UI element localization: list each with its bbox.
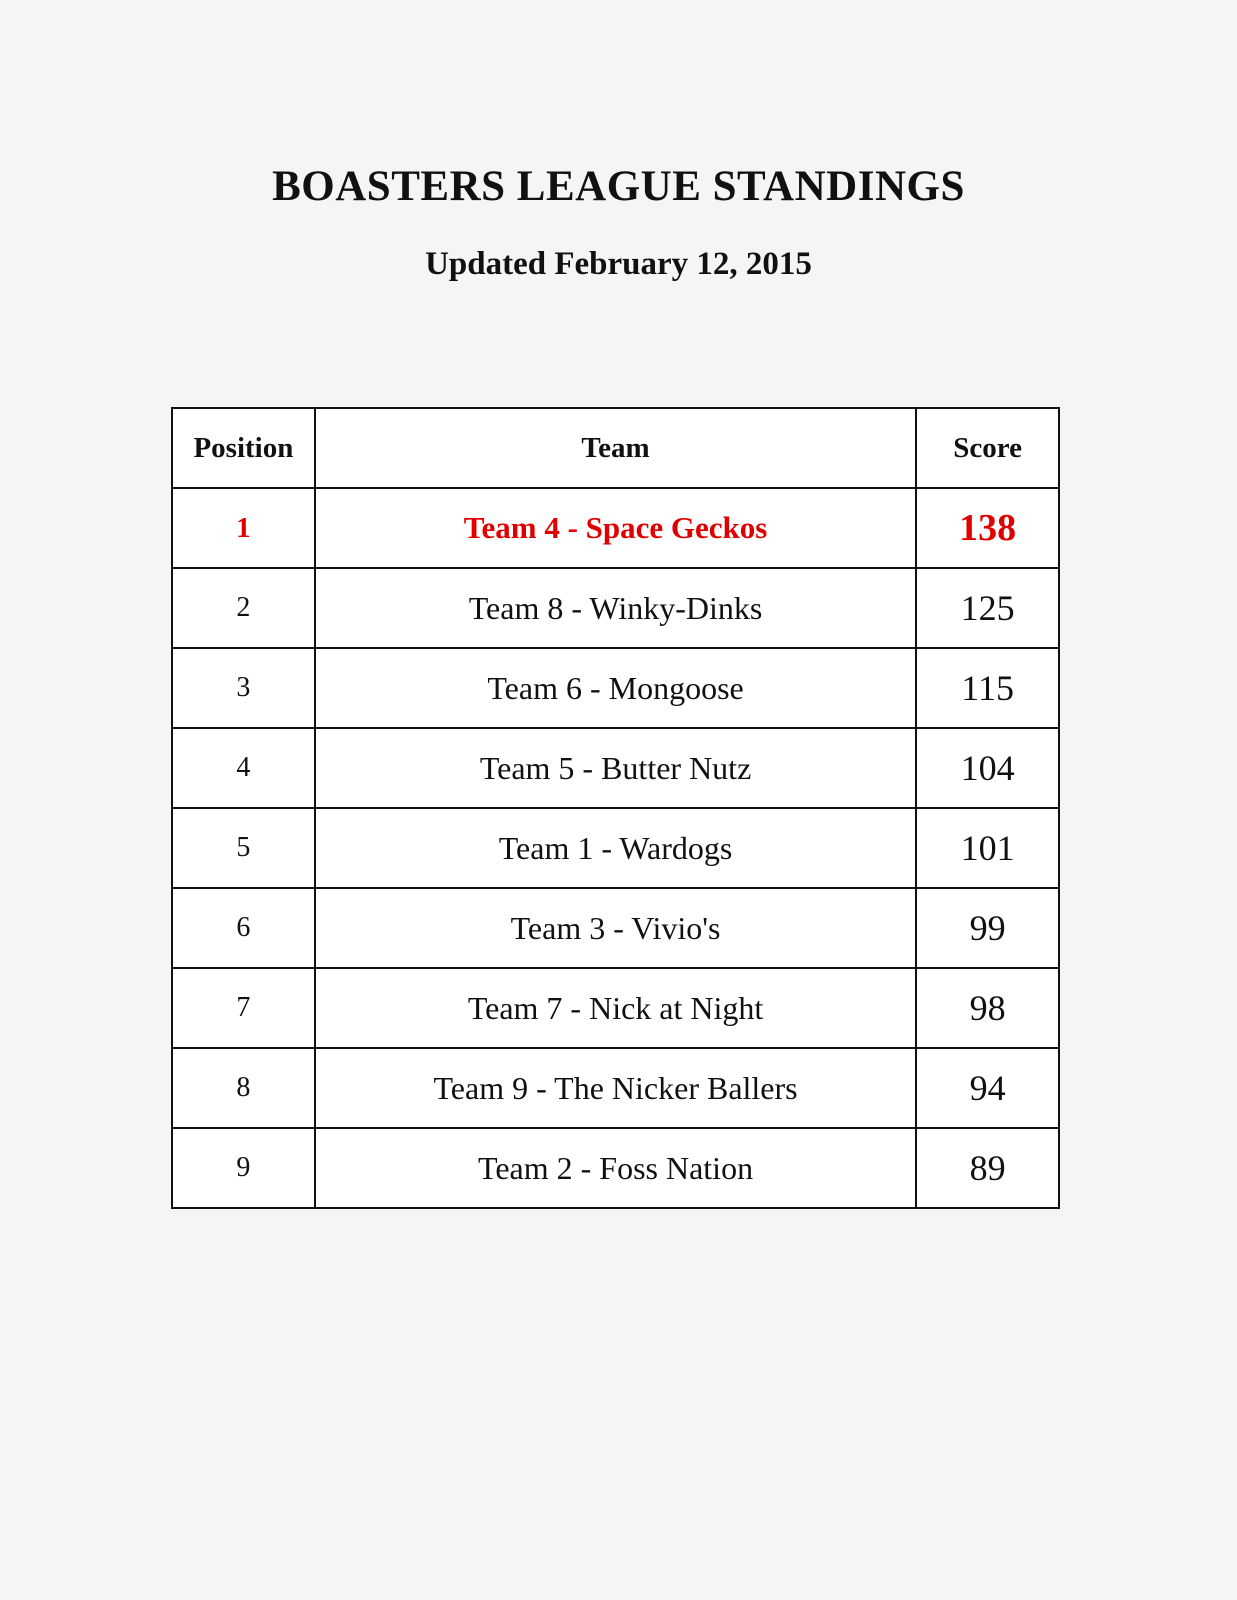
score-cell: 125	[916, 568, 1059, 648]
table-row-leader	[172, 488, 1059, 568]
team-column-header: Team	[315, 408, 916, 488]
table-row	[172, 808, 1059, 888]
team-cell: Team 1 - Wardogs	[315, 808, 916, 888]
score-cell: 89	[916, 1128, 1059, 1208]
position-cell: 8	[172, 1048, 315, 1128]
score-cell: 94	[916, 1048, 1059, 1128]
score-column-header: Score	[916, 408, 1059, 488]
team-cell: Team 9 - The Nicker Ballers	[315, 1048, 916, 1128]
page-subtitle: Updated February 12, 2015	[425, 246, 812, 282]
score-cell: 115	[916, 648, 1059, 728]
page-title: BOASTERS LEAGUE STANDINGS	[272, 163, 965, 210]
score-cell: 99	[916, 888, 1059, 968]
team-cell: Team 7 - Nick at Night	[315, 968, 916, 1048]
position-column-header: Position	[172, 408, 315, 488]
table-row	[172, 968, 1059, 1048]
team-cell: Team 3 - Vivio's	[315, 888, 916, 968]
table-row	[172, 648, 1059, 728]
position-cell: 9	[172, 1128, 315, 1208]
team-cell: Team 4 - Space Geckos	[315, 488, 916, 568]
position-cell: 7	[172, 968, 315, 1048]
team-cell: Team 8 - Winky-Dinks	[315, 568, 916, 648]
table-row	[172, 1048, 1059, 1128]
standings-table	[171, 407, 1060, 1209]
position-cell: 5	[172, 808, 315, 888]
table-row	[172, 728, 1059, 808]
position-cell: 6	[172, 888, 315, 968]
score-cell: 104	[916, 728, 1059, 808]
team-cell: Team 6 - Mongoose	[315, 648, 916, 728]
header-row	[172, 408, 1059, 488]
position-cell: 2	[172, 568, 315, 648]
score-cell: 98	[916, 968, 1059, 1048]
position-cell: 4	[172, 728, 315, 808]
team-cell: Team 2 - Foss Nation	[315, 1128, 916, 1208]
table-row	[172, 888, 1059, 968]
position-cell: 1	[172, 488, 315, 568]
score-cell: 138	[916, 488, 1059, 568]
table-row	[172, 1128, 1059, 1208]
position-cell: 3	[172, 648, 315, 728]
score-cell: 101	[916, 808, 1059, 888]
table-row	[172, 568, 1059, 648]
team-cell: Team 5 - Butter Nutz	[315, 728, 916, 808]
